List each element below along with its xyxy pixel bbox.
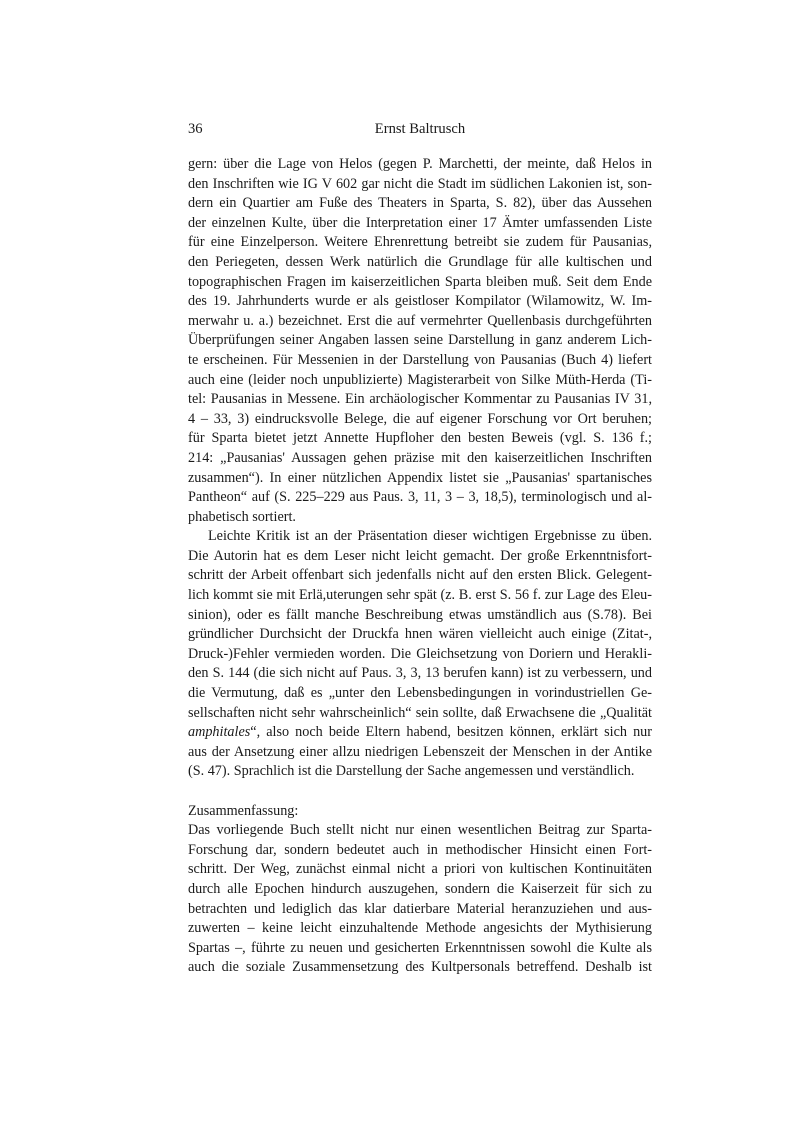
text-line: schritt. Der Weg, zunächst einmal nicht a priori von kultischen Kontinuitäten bbox=[188, 861, 652, 878]
text-line: 4 – 33, 3) eindrucksvolle Belege, die auf eigener Forschung vor Ort beruhen; bbox=[188, 410, 652, 427]
text-line: Spartas –, führte zu neuen und gesicherten Erkenntnissen sowohl die Kulte als bbox=[188, 939, 652, 956]
text-line: merwahr u. a.) bezeichnet. Erst die auf vermehrter Quellenbasis durchgeführten bbox=[188, 312, 652, 329]
paragraph-gap bbox=[188, 782, 652, 802]
text-line: durch alle Epochen hindurch auszugehen, sondern die Kaiserzeit für sich zu bbox=[188, 880, 652, 897]
text-line: des 19. Jahrhunderts wurde er als geistloser Kompilator (Wilamowitz, W. Im- bbox=[188, 293, 652, 310]
text-line: (S. 47). Sprachlich ist die Darstellung der Sache angemessen und verständlich. bbox=[188, 763, 635, 780]
text-line: zuwerten – keine leicht einzuhaltende Methode angesichts der Mythisierung bbox=[188, 920, 652, 937]
text-line: den Inschriften wie IG V 602 gar nicht die Stadt im südlichen Lakonien ist, son- bbox=[188, 175, 652, 192]
body-text bbox=[188, 155, 652, 978]
running-head-author: Ernst Baltrusch bbox=[374, 121, 466, 137]
text-line: phabetisch sortiert. bbox=[188, 508, 296, 525]
text-line: den S. 144 (die sich nicht auf Paus. 3, 3, 13 berufen kann) ist zu verbessern, und bbox=[188, 665, 652, 682]
text-line: topographischen Fragen im kaiserzeitlichen Sparta bleiben muß. Seit dem Ende bbox=[188, 273, 652, 290]
text-line: 214: „Pausanias' Aussagen gehen präzise mit den kaiserzeitlichen Inschriften bbox=[188, 449, 652, 466]
page-number: 36 bbox=[188, 121, 203, 137]
text-line: Pantheon“ auf (S. 225–229 aus Paus. 3, 11, 3 – 3, 18,5), terminologisch und al- bbox=[188, 489, 652, 506]
text-line: betrachten und lediglich das klar datierbare Material heranzuziehen und aus- bbox=[188, 900, 652, 917]
text-line: den Periegeten, dessen Werk natürlich die Grundlage für alle kultischen und bbox=[188, 253, 652, 270]
text-line: dern ein Quartier am Fuße des Theaters in Sparta, S. 82), über das Aussehen bbox=[188, 195, 652, 212]
text-line: Forschung dar, sondern bedeutet auch in methodischer Hinsicht einen Fort- bbox=[188, 841, 652, 858]
paragraph-1 bbox=[188, 155, 652, 527]
text-line: te erscheinen. Für Messenien in der Darstellung von Pausanias (Buch 4) liefert bbox=[188, 351, 652, 368]
text-line: Die Autorin hat es dem Leser nicht leicht gemacht. Der große Erkenntnisfort- bbox=[188, 547, 652, 564]
summary-heading: Zusammenfassung: bbox=[188, 802, 299, 819]
text-line: Druck-)Fehler vermieden worden. Die Gleichsetzung von Doriern und Herakli- bbox=[188, 645, 652, 662]
page-header bbox=[188, 119, 652, 139]
paragraph-3 bbox=[188, 821, 652, 978]
text-line: der einzelnen Kulte, über die Interpretation einer 17 Ämter umfassenden Liste bbox=[188, 214, 652, 231]
text-line: gründlicher Durchsicht der Druckfa hnen wären vielleicht auch einige (Zitat-, bbox=[188, 626, 652, 643]
paragraph-2 bbox=[188, 527, 652, 782]
text-line: sellschaften nicht sehr wahrscheinlich“ sein sollte, daß Erwachsene die „Qualität bbox=[188, 704, 652, 721]
text-line: Leichte Kritik ist an der Präsentation dieser wichtigen Ergebnisse zu üben. bbox=[208, 528, 652, 545]
text-line: Überprüfungen seiner Angaben lassen seine Darstellung in ganz anderem Lich- bbox=[188, 332, 652, 349]
text-line: auch eine (leider noch unpublizierte) Magisterarbeit von Silke Müth-Herda (Ti- bbox=[188, 371, 652, 388]
italic-term: amphitales bbox=[188, 724, 251, 741]
text-line: für eine Einzelperson. Weitere Ehrenrettung betreibt sie zudem für Pausanias, bbox=[188, 234, 652, 251]
text-line: tel: Pausanias in Messene. Ein archäologischer Kommentar zu Pausanias IV 31, bbox=[188, 391, 652, 408]
text-line-italic-start: amphitales“, also noch beide Eltern habend, besitzen können, erklärt sich nur bbox=[188, 724, 652, 741]
text-line: auch die soziale Zusammensetzung des Kultpersonals betreffend. Deshalb ist bbox=[188, 959, 652, 976]
text-line: aus der Ansetzung einer allzu niedrigen Lebenszeit der Menschen in der Antike bbox=[188, 743, 652, 760]
text-line: schritt der Arbeit offenbart sich jedenfalls nicht auf den ersten Blick. Gelegent- bbox=[188, 567, 652, 584]
text-line: die Vermutung, daß es „unter den Lebensbedingungen in vorindustriellen Ge- bbox=[188, 685, 652, 702]
text-line: zusammen“). In einer nützlichen Appendix listet sie „Pausanias' spartanisches bbox=[188, 469, 652, 486]
text-line: Das vorliegende Buch stellt nicht nur einen wesentlichen Beitrag zur Sparta- bbox=[188, 822, 652, 839]
text-line: sinion), oder es fällt manche Beschreibung etwas umständlich aus (S.78). Bei bbox=[188, 606, 652, 623]
text-line: für Sparta bietet jetzt Annette Hupfloher den besten Beweis (vgl. S. 136 f.; bbox=[188, 430, 652, 447]
text-line: gern: über die Lage von Helos (gegen P. Marchetti, der meinte, daß Helos in bbox=[188, 156, 652, 172]
text-line: lich kommt sie mit Erlä,uterungen sehr spät (z. B. erst S. 56 f. zur Lage des Eleu- bbox=[188, 587, 652, 604]
